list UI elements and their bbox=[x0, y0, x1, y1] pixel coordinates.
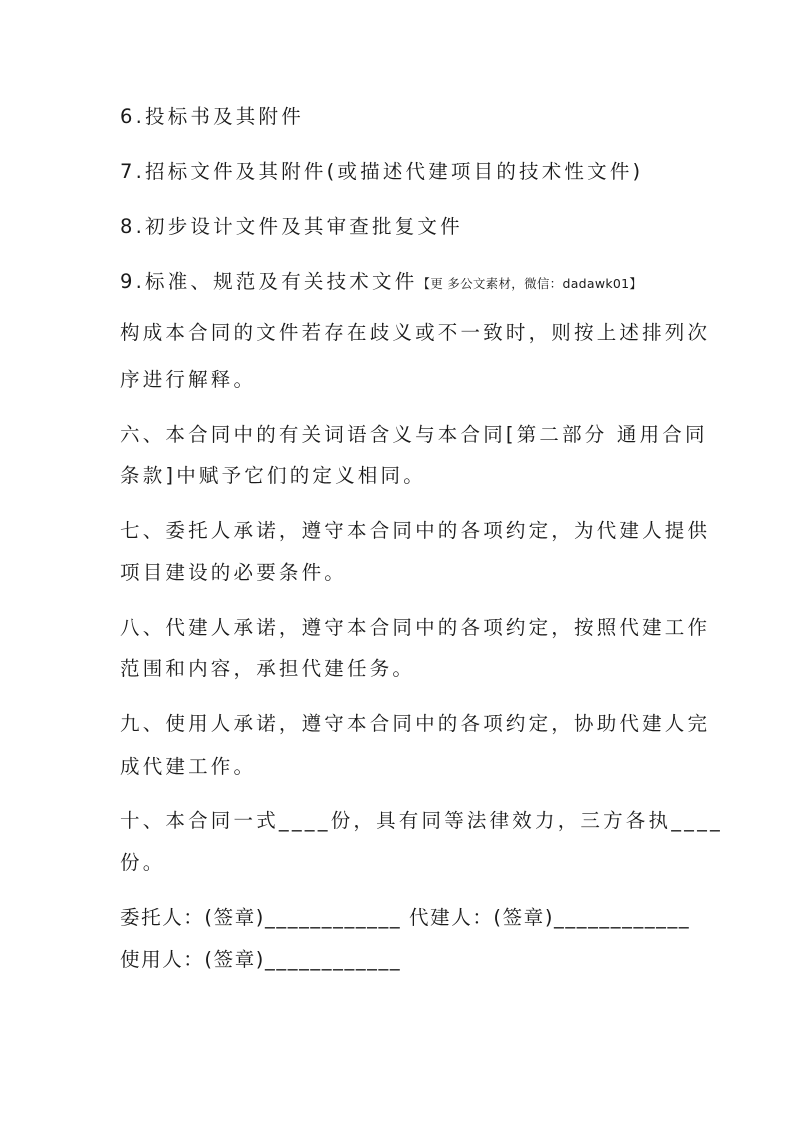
signature-line-2: 使用人：(签章)____________ bbox=[120, 948, 402, 971]
list-item-9 bbox=[120, 272, 680, 292]
signature-line-1: 委托人：(签章)____________ 代建人：(签章)____________ bbox=[120, 906, 691, 929]
para-8-line-2: 范围和内容，承担代建任务。 bbox=[120, 657, 416, 680]
para-10-line-2: 份。 bbox=[120, 851, 166, 874]
para-order-line-2: 序进行解释。 bbox=[120, 368, 257, 391]
para-6-line-1: 六、本合同中的有关词语含义与本合同[第二部分 通用合同 bbox=[120, 423, 708, 446]
para-9-line-2: 成代建工作。 bbox=[120, 755, 257, 778]
para-10-line-1: 十、本合同一式____份，具有同等法律效力，三方各执____ bbox=[120, 809, 724, 832]
para-7-line-2: 项目建设的必要条件。 bbox=[120, 561, 348, 584]
para-9-line-1: 九、使用人承诺，遵守本合同中的各项约定，协助代建人完 bbox=[120, 712, 711, 735]
para-6-line-2: 条款]中赋予它们的定义相同。 bbox=[120, 464, 426, 487]
para-order-line-1: 构成本合同的文件若存在歧义或不一致时，则按上述排列次 bbox=[120, 321, 711, 344]
list-item-9-text: 9.标准、规范及有关技术文件 bbox=[120, 270, 418, 293]
list-item-8: 8.初步设计文件及其审查批复文件 bbox=[120, 215, 463, 238]
list-item-6: 6.投标书及其附件 bbox=[120, 105, 304, 128]
para-8-line-1: 八、代建人承诺，遵守本合同中的各项约定，按照代建工作 bbox=[120, 616, 711, 639]
list-item-7: 7.招标文件及其附件(或描述代建项目的技术性文件) bbox=[120, 160, 644, 183]
para-7-line-1: 七、委托人承诺，遵守本合同中的各项约定，为代建人提供 bbox=[120, 519, 711, 542]
watermark-text: 【更 多公文素材，微信：dadawk01】 bbox=[417, 276, 643, 291]
